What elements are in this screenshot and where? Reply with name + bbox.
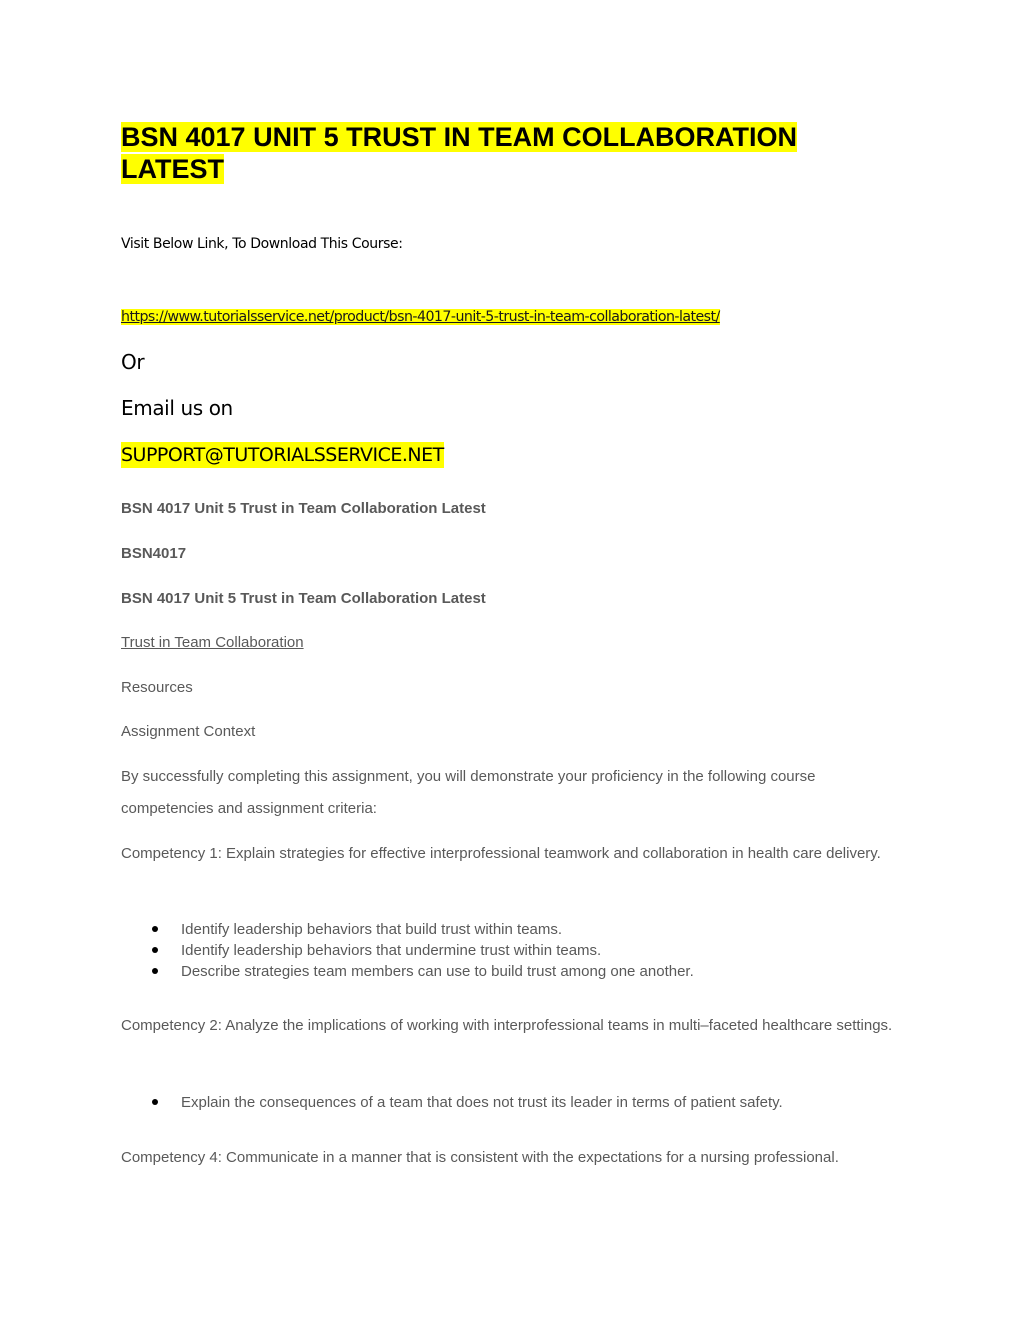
list-item: Describe strategies team members can use to build trust among one another. <box>121 961 694 982</box>
bullet-icon <box>152 968 158 974</box>
list-item: Identify leadership behaviors that undermine trust within teams. <box>121 940 694 961</box>
or-text: Or <box>121 350 145 374</box>
support-email[interactable]: SUPPORT@TUTORIALSSERVICE.NET <box>121 444 444 466</box>
intro-paragraph: By successfully completing this assignment, you will demonstrate your proficiency in the following course competencies and assignment criteria: <box>121 768 816 817</box>
competency-4-paragraph: Competency 4: Communicate in a manner that is consistent with the expectations for a nursing professional. <box>121 1149 839 1166</box>
competency-1-paragraph: Competency 1: Explain strategies for effective interprofessional teamwork and collaboration in health care delivery. <box>121 845 881 862</box>
subtitle-heading-1: BSN 4017 Unit 5 Trust in Team Collaboration Latest <box>121 500 486 517</box>
visit-instruction: Visit Below Link, To Download This Course: <box>121 236 403 252</box>
assignment-context-heading: Assignment Context <box>121 723 256 740</box>
bullet-icon <box>152 1099 158 1105</box>
competency-2-paragraph: Competency 2: Analyze the implications of working with interprofessional teams in multi–faceted healthcare settings. <box>121 1017 893 1034</box>
subtitle-heading-2: BSN 4017 Unit 5 Trust in Team Collaboration Latest <box>121 590 486 607</box>
email-label: Email us on <box>121 396 233 420</box>
course-code-heading: BSN4017 <box>121 545 187 562</box>
competency-1-bullet-list <box>121 919 694 982</box>
resources-heading: Resources <box>121 679 193 696</box>
document-title <box>121 121 881 185</box>
bullet-icon <box>152 926 158 932</box>
list-item: Identify leadership behaviors that build trust within teams. <box>121 919 694 940</box>
bullet-icon <box>152 947 158 953</box>
course-download-link[interactable]: https://www.tutorialsservice.net/product/bsn-4017-unit-5-trust-in-team-collaboration-latest/ <box>121 309 720 325</box>
title-highlight: BSN 4017 UNIT 5 TRUST IN TEAM COLLABORATION LATEST <box>121 122 798 184</box>
list-item: Explain the consequences of a team that does not trust its leader in terms of patient safety. <box>121 1092 783 1113</box>
competency-2-bullet-list <box>121 1092 783 1113</box>
assignment-title-link[interactable]: Trust in Team Collaboration <box>121 634 304 651</box>
